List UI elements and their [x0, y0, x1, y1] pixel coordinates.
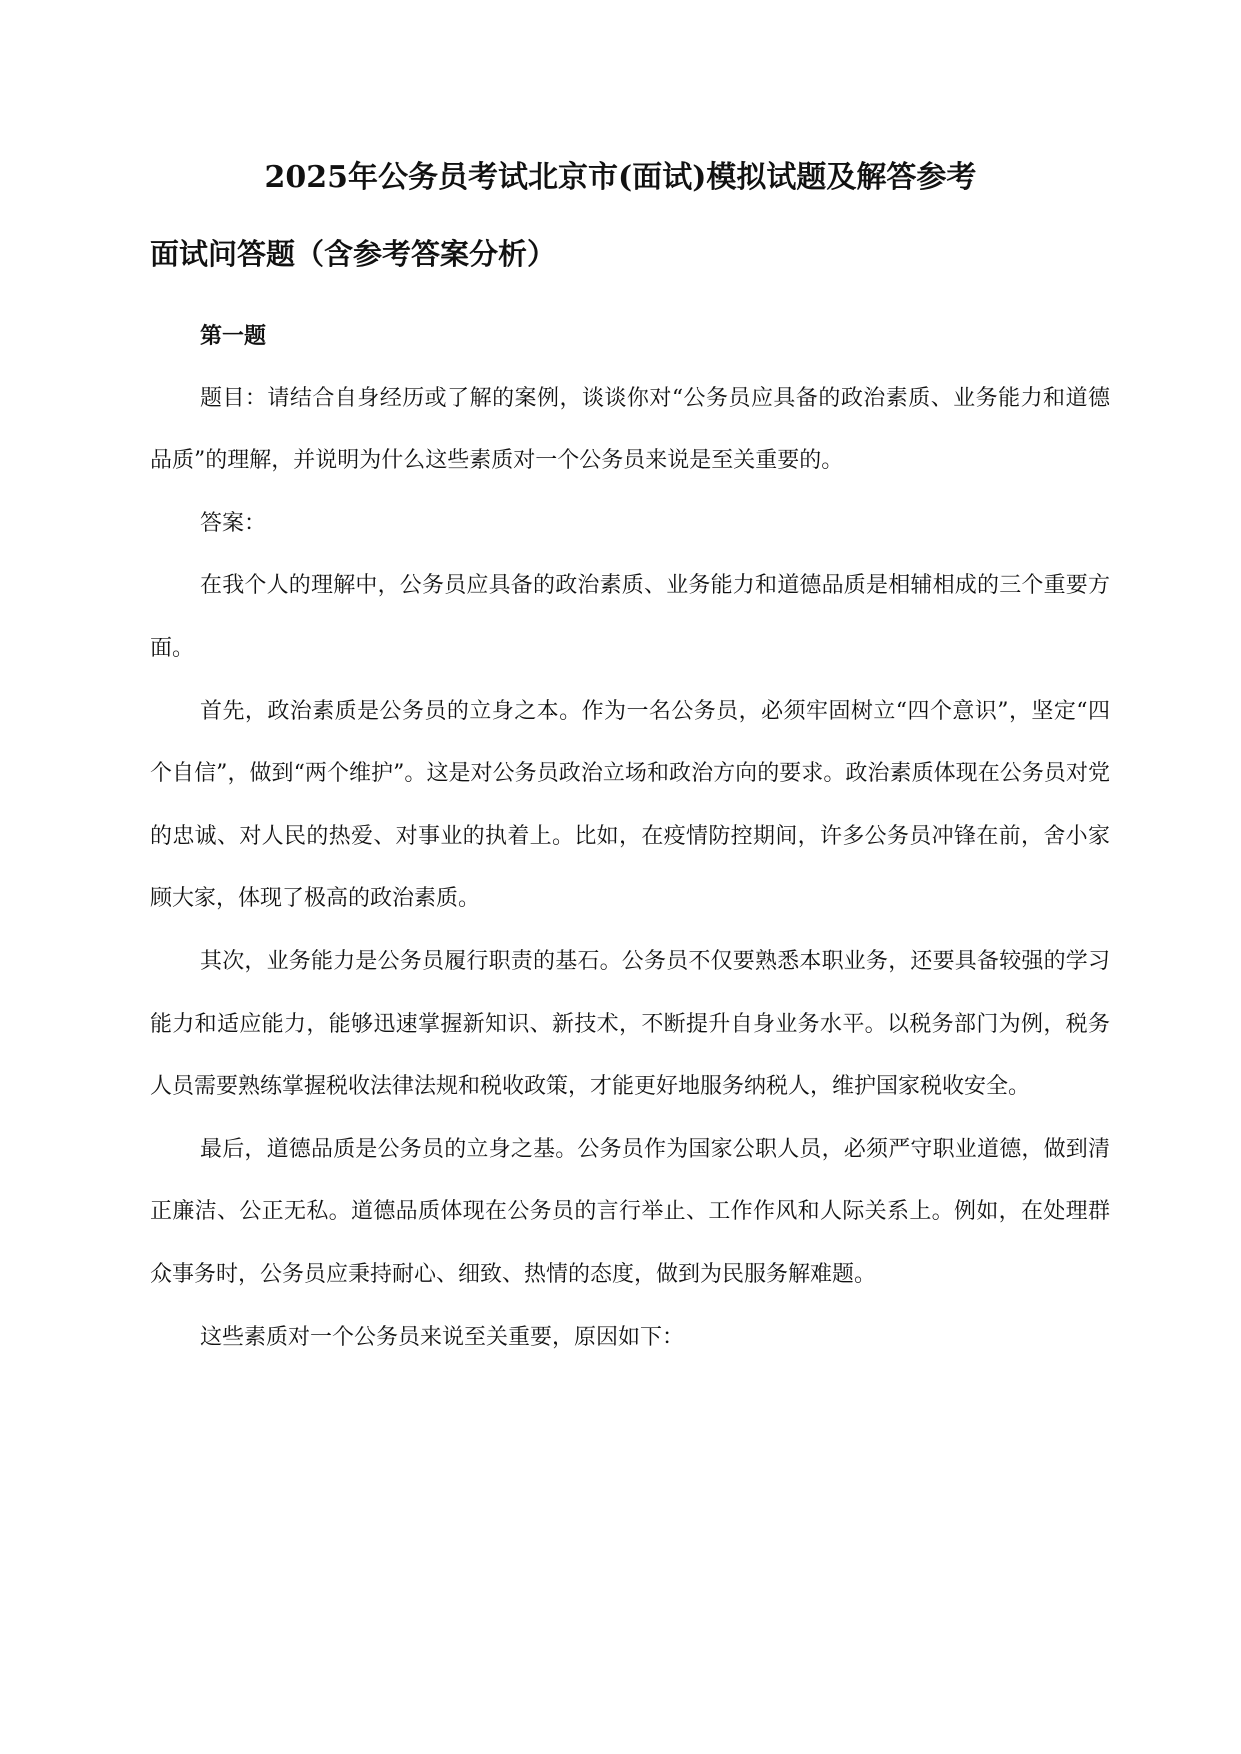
answer-intro-paragraph: 在我个人的理解中，公务员应具备的政治素质、业务能力和道德品质是相辅相成的三个重要方面。: [150, 573, 1110, 661]
political-quality-paragraph: 首先，政治素质是公务员的立身之本。作为一名公务员，必须牢固树立“四个意识”，坚定“四个自信”，做到“两个维护”。这是对公务员政治立场和政治方向的要求。政治素质体现在公务员对党的忠诚、对人民的热爱、对事业的执着上。比如，在疫情防控期间，许多公务员冲锋在前，舍小家顾大家，体现了极高的政治素质。: [150, 698, 1110, 912]
professional-ability-paragraph: 其次，业务能力是公务员履行职责的基石。公务员不仅要熟悉本职业务，还要具备较强的学习能力和适应能力，能够迅速掌握新知识、新技术，不断提升自身业务水平。以税务部门为例，税务人员需要熟练掌握税收法律法规和税收政策，才能更好地服务纳税人，维护国家税收安全。: [150, 948, 1110, 1100]
question-label: 第一题: [200, 323, 267, 349]
importance-reasons-paragraph: 这些素质对一个公务员来说至关重要，原因如下：: [200, 1324, 685, 1350]
moral-character-paragraph: 最后，道德品质是公务员的立身之基。公务员作为国家公职人员，必须严守职业道德，做到清正廉洁、公正无私。道德品质体现在公务员的言行举止、工作作风和人际关系上。例如，在处理群众事务时，公务员应秉持耐心、细致、热情的态度，做到为民服务解难题。: [150, 1136, 1110, 1287]
question-prompt-paragraph: 题目：请结合自身经历或了解的案例，谈谈你对“公务员应具备的政治素质、业务能力和道德品质”的理解，并说明为什么这些素质对一个公务员来说是至关重要的。: [150, 385, 1110, 474]
document-title: 2025年公务员考试北京市(面试)模拟试题及解答参考: [264, 160, 977, 195]
section-heading: 面试问答题（含参考答案分析）: [150, 237, 557, 271]
answer-label: 答案：: [200, 510, 267, 536]
body-text: [150, 305, 1110, 1369]
